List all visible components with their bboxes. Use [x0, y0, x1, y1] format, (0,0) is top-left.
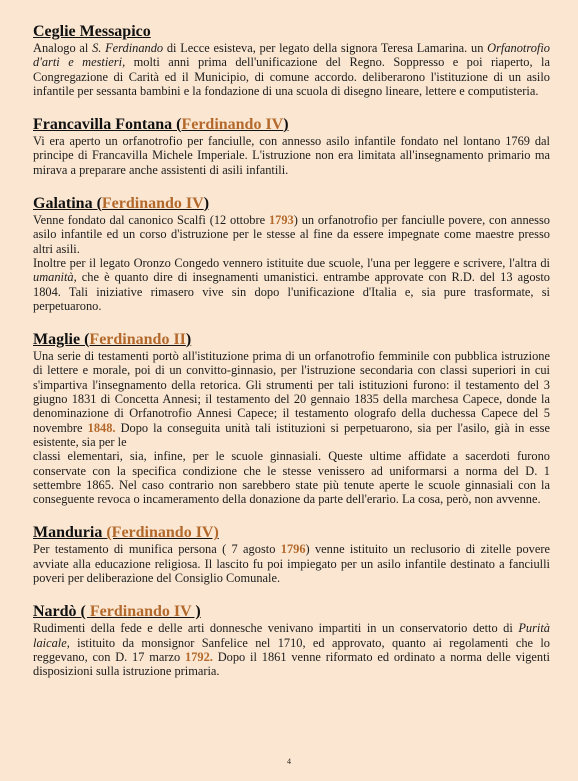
heading-ruler: (Ferdinando IV) — [106, 524, 219, 542]
section-galatina — [33, 194, 550, 313]
paragraph: Analogo al S. Ferdinando di Lecce esisteva, per legato della signora Teresa Lamarina. un Orfanotrofio d'arti e mestieri, molti anni prima dell'unificazione del Regno. Soppresso e poi riaperto, la Congregazione di Carità ed il Municipio, di comune accordo. deliberarono l'istituzione di un asilo infantile per sessanta bambini e la fondazione di una scuola di disegno lineare, lettere e computisteria. — [33, 41, 551, 98]
heading-ruler: Ferdinando IV — [101, 195, 204, 213]
heading-town: Nardò ( — [33, 603, 90, 621]
heading-town: Ceglie Messapico — [33, 23, 151, 40]
paragraph: Venne fondato dal canonico Scalfì (12 ottobre 1793) un orfanotrofio per fanciulle povere, con annesso asilo infantile ed un corso d'istruzione per le stesse al fine da essere impegnate come maestre presso altri asili. — [33, 213, 550, 256]
section-maglie — [33, 330, 550, 506]
heading-ruler: Ferdinando IV — [89, 603, 192, 621]
heading-town: Francavilla Fontana ( — [33, 116, 182, 134]
heading-town: Maglie ( — [33, 331, 90, 349]
section-heading: Maglie (Ferdinando II) — [33, 331, 192, 349]
paragraph: Rudimenti della fede e delle arti donnesche venivano impartiti in un conservatorio detto di Purità laicale, istituito da monsignor Sanfelice nel 1710, ed approvato, quanto ai regolamenti che lo reggevano, con D. 17 marzo 1792. Dopo il 1861 venne riformato ed ordinato a norma delle vigenti disposizioni sulla istruzione primaria. — [33, 621, 550, 679]
paragraph: classi elementari, sia, infine, per le scuole ginnasiali. Queste ultime affidate a sacerdoti furono conservate con la specifica condizione che le stesse venissero ad uniformarsi a norma del D. 1 settembre 1865. Nel caso contrario non sarebbero state più tenute aperte le scuole ginnasiali con la conseguente revoca o incameramento della donazione da parte dell'erario. La cosa, però, non avvenne. — [33, 449, 550, 507]
italic-text: umanità, — [33, 270, 77, 285]
section-manduria — [33, 523, 550, 585]
highlighted-year: 1796 — [280, 542, 306, 557]
paragraph: Per testamento di munifica persona ( 7 agosto 1796) venne istituito un reclusorio di zitelle povere avviate alla educazione religiosa. Il lascito fu poi impiegato per un asilo infantile destinato a fanciulli poveri per deliberazione del Consiglio Comunale. — [33, 542, 550, 586]
highlighted-year: 1792. — [185, 649, 213, 664]
heading-ruler: Ferdinando II — [89, 331, 186, 349]
italic-text: Orfanotrofio d'arti e mestieri, — [33, 41, 551, 70]
section-heading — [33, 523, 550, 542]
page-number: 4 — [287, 757, 291, 766]
paragraph: Vi era aperto un orfanotrofio per fanciulle, con annesso asilo infantile fondato nel lontano 1769 dal principe di Francavilla Michele Imperiale. L'istruzione non era limitata all'insegnamento primario ma mirava a preparare anche assistenti di asili infantili. — [33, 134, 550, 177]
paragraph: Una serie di testamenti portò all'istituzione prima di un orfanotrofio femminile con pubblica istruzione di lettere e morale, poi di un convitto-ginnasio, per l'istruzione secondaria con classi superiori in cui s'impartiva l'insegnamento della retorica. Gli strumenti per tali istituzioni furono: il testamento del 3 giugno 1831 di Concetta Annesi; il testamento del 20 gennaio 1835 della marchesa Capece, donde la denominazione di Orfanotrofio Annesi Capece; il testamento olografo della duchessa Capece del 5 novembre 1848. Dopo la conseguita unità tali istituzioni si perpetuarono, sia per l'asilo, già in esse esistente, sia per le — [33, 349, 550, 449]
italic-text: Purità laicale, — [33, 621, 550, 650]
highlighted-year: 1793 — [268, 213, 294, 228]
italic-text: S. Ferdinando — [92, 41, 164, 55]
section-heading — [33, 22, 550, 41]
section-nardo — [33, 602, 550, 678]
paragraph: Inoltre per il legato Oronzo Congedo vennero istituite due scuole, l'una per leggere e scrivere, l'altra di umanità, che è quanto dire di insegnamenti umanistici. entrambe approvate con R.D. del 13 agosto 1804. Tali iniziative rimasero vive sin dopo l'unificazione d'Italia e, sia pure trasformate, si perpetuarono. — [33, 255, 550, 313]
page-content — [33, 22, 550, 696]
heading-ruler: Ferdinando IV — [181, 116, 284, 134]
section-heading: Nardò ( Ferdinando IV ) — [33, 603, 201, 621]
section-ceglie-messapico — [33, 22, 550, 98]
highlighted-year: 1848. — [87, 420, 116, 435]
heading-town: Manduria — [33, 524, 107, 542]
section-heading: Galatina (Ferdinando IV) — [33, 195, 210, 213]
heading-town: Galatina ( — [33, 195, 102, 213]
section-heading: Francavilla Fontana (Ferdinando IV) — [33, 116, 289, 134]
section-francavilla-fontana — [33, 115, 550, 177]
